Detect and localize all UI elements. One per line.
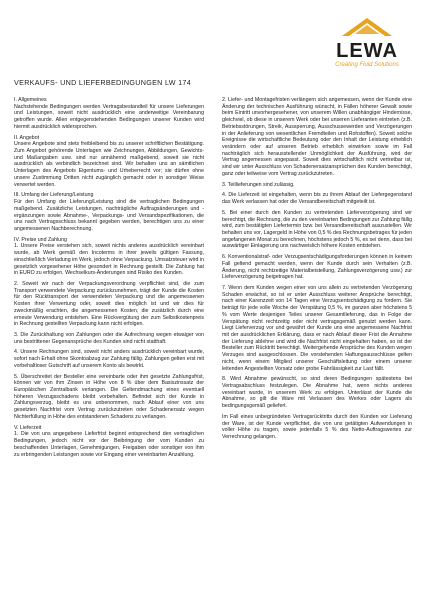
paragraph: 5. Bei einer durch den Kunden zu vertretenden Lieferverzögerung sind wir berechtigt, die Rechnung, die zu den vereinbarten Bedingungen zur Zahlung fällig wird, zum bestätigten Liefertermin bzw. bei Versandbereitschaft auszustellen. Wir behalten uns vor, Lagergeld in Höhe von 0,5 % des Rechnungsbetrages für jeden angefangenen Monat zu berechnen, höchstens jedoch 5 %, es sei denn, dass bei auswärtiger Einlagerung uns nachweislich höhere Kosten entstehen.	[222, 209, 412, 250]
section-heading: I. Allgemeines	[14, 97, 47, 103]
paragraph: 2. Liefer- und Montagefristen verlängern sich angemessen, wenn der Kunde eine Änderung der technischen Ausführung wünscht, in Fällen höherer Gewalt sowie beim Eintritt unvorhergesehener, von unserem Willen unabhängiger Hindernisse, gleichviel, ob diese in unserem Werk oder bei unseren Lieferanten eintreten (z.B. Betriebsstörungen, Streik, Aussperrung, Ausschussewerden und Verzögerungen in der Anlieferung von wesentlichen Fremdteilen und Rohstoffen). Soweit solche Ereignisse die wirtschaftliche Bedeutung oder den Inhalt der Leistung erheblich verändern oder auf unseren Betrieb erheblich einwirken sowie im Fall nachträglich sich herausstellender Unmöglichkeit der Ausführung, wird der Vertrag angemessen angepasst. Soweit dies wirtschaftlich nicht vertretbar ist, sind wir unter Ausschluss von Schadenersatzansprüchen des Kunden berechtigt, ganz oder teilweise vom Vertrag zurückzutreten.	[222, 97, 412, 177]
lewa-logo	[320, 16, 414, 72]
section-heading: IV. Preise und Zahlung	[14, 236, 67, 243]
paragraph: Nachstehende Bedingungen werden Vertragsbestandteil für unsere Lieferungen und Leistungen, soweit nicht ausdrücklich eine anderweitige Vereinbarung getroffen wurde. Allen entgegenstehenden Bedingungen unserer Kunden wird hiermit ausdrücklich widersprochen.	[14, 103, 204, 130]
logo-mark-icon	[320, 16, 414, 40]
paragraph: 3. Die Zurückhaltung von Zahlungen oder die Aufrechnung wegen etwaiger von uns bestrittener Gegenansprüche des Kunden sind nicht statthaft.	[14, 332, 204, 345]
paragraph: 6. Konventionalstraf- oder Verzugsentschädigungsforderungen können in keinem Fall geltend gemacht werden, wenn der Kunde durch sein Verhalten (z.B. Änderung, nicht rechtzeitige Materialbeistellung, Zahlungsverzögerung usw.) zur Lieferverzögerung beigetragen hat.	[222, 254, 412, 281]
paragraph: 1. Die von uns angegebene Lieferfrist beginnt entsprechend den vertraglichen Bedingungen, jedoch nicht vor der Beibringung der vom Kunden zu beschaffenden Unterlagen, Genehmigungen, Freigaben oder sonstiger von ihm zu erbringenden Leistungen sowie vor Eingang einer vereinbarten Anzahlung.	[14, 431, 204, 458]
left-column	[14, 97, 204, 597]
paragraph: Für den Umfang der Lieferung/Leistung sind die vertraglichen Bedingungen maßgebend. Zusätzliche Leistungen, nachträgliche Auftragsänderungen und -ergänzungen sowie Abnahme-, Verpackungs- und Versandspezifikationen, die uns nach Vertragsschluss bekannt gegeben werden, berechtigen uns zu einer angemessenen Nachberechnung.	[14, 199, 204, 232]
paragraph: 3. Teillieferungen sind zulässig.	[222, 181, 295, 188]
document-title: VERKAUFS- UND LIEFERBEDINGUNGEN LW 174	[14, 78, 192, 87]
paragraph: 4. Unsere Rechnungen sind, soweit nicht anders ausdrücklich vereinbart wurde, sofort nach Erhalt ohne Skontoabzug zur Zahlung fällig. Zahlungen gelten erst mit vorbehaltloser Gutschrift auf unserem Konto als bewirkt.	[14, 349, 204, 369]
paragraph: 1. Unsere Preise verstehen sich, soweit nichts anderes ausdrücklich vereinbart wurde, ab Werk gemäß den Incoterms in ihrer jeweils gültigen Fassung, einschließlich Verladung im Werk, jedoch ohne Verpackung. Umsatzsteuer wird in gesetzlich vorgesehener Höhe gesondert in Rechnung gestellt. Die Zahlung hat in EURO zu erfolgen. Wechselkurs-Änderungen sind Risiko des Kunden.	[14, 243, 204, 277]
paragraph: Im Fall eines unbegründeten Vertragsrücktritts durch den Kunden vor Lieferung der Ware, ist der Kunde verpflichtet, die von uns getätigten Aufwendungen in voller Höhe zu tragen, sowie jedenfalls 5 % des Netto-Auftragswertes zur Verrechnung gelangen.	[222, 413, 412, 441]
section-heading: II. Angebot	[14, 134, 40, 141]
paragraph: 5. Überschreitet der Besteller eine vereinbarte oder ihm gesetzte Zahlungsfrist, können wir von ihm Zinsen in Höhe von 8 % über dem Basiszinssatz der Europäischen Zentralbank verlangen. Die Geltendmachung eines eventuell höheren Verzugsschadens bleibt vorbehalten. Befindet sich der Kunde in Zahlungsverzug, bleibt es uns unbenommen, nach Ablauf einer von uns gesetzten Nachfrist vom Vertrag zurückzutreten oder Schadenersatz wegen Nichterfüllung in Höhe des entstandenen Schadens zu verlangen.	[14, 373, 204, 420]
logo-wordmark: LEWA	[336, 40, 398, 62]
section-heading: III. Umfang der Lieferung/Leistung	[14, 192, 94, 199]
paragraph: 7. Wenn dem Kunden wegen einer von uns allein zu vertretenden Verzögerung Schaden erwächst, so ist er unter Ausschluss weiterer Ansprüche berechtigt, nach einer Karenzzeit von 14 Tagen eine Verzugsentschädigung zu fordern. Sie beträgt für jede volle Woche der Verspätung 0,5 %, im ganzen aber höchstens 5 % vom Werte desjenigen Teiles unserer Gesamtlieferung, das in Folge der Verspätung nicht rechtzeitig oder nicht vertragsgemäß genutzt werden kann. Liegt Lieferverzug vor und gewährt der Kunde uns eine angemessene Nachfrist mit der ausdrücklichen Erklärung, dass er nach Ablauf dieser Frist die Annahme der Lieferung ablehne und wird die Nachfrist nicht eingehalten haben, so ist der Besteller zum Rücktritt berechtigt. Weitergehende Ansprüche des Kunden wegen Verzuges sind ausgeschlossen. Die vorstehenden Haftungsausschlüsse gelten nicht, wenn einem Mitglied unserer Geschäftsleitung oder einem unserer leitenden Angestellten Vorsatz oder grobe Fahrlässigkeit zur Last fällt.	[222, 284, 412, 372]
right-column	[222, 97, 412, 597]
paragraph: 2. Soweit wir nach der Verpackungsverordnung verpflichtet sind, die zum Transport verwendete Verpackung zurückzunehmen, trägt der Kunde die Kosten für den Rücktransport der verwendeten Verpackung und die angemessenen Kosten ihrer Verwertung oder, soweit dies möglich ist und wir dies für zweckmäßig erachten, die angemessenen Kosten, die zusätzlich durch eine erneute Verwendung entstehen. Eine Rückvergütung der zum Selbstkostenpreis in Rechnung gestellten Verpackung kann nicht erfolgen.	[14, 280, 204, 328]
paragraph: 8. Wird Abnahme gewünscht, so sind deren Bedingungen spätestens bei Vertragsabschluss festzulegen. Die Abnahme hat, wenn nichts anderes vereinbart wurde, in unserem Werk zu erfolgen. Unterlässt der Kunde die Abnahme, so gilt die Ware mit Verlassen des Werkes oder Lagers als bedingungsgemäß geliefert.	[222, 376, 412, 410]
logo-tagline: Creating Fluid Solutions	[335, 62, 399, 68]
paragraph: Unsere Angebote sind stets freibleibend bis zu unserer schriftlichen Bestätigung. Zum Angebot gehörende Unterlagen wie Zeichnungen, Abbildungen, Gewichts- und Maßangaben usw. sind nur annähernd maßgebend, soweit sie nicht ausdrücklich als verbindlich bezeichnet sind. Wir behalten uns an sämtlichen Unterlagen des Angebots Eigentums- und Urheberrecht vor; sie dürfen ohne unsere Zustimmung Dritten nicht zugänglich gemacht oder in sonstiger Weise verwertet werden.	[14, 141, 204, 188]
paragraph: 4. Die Lieferzeit ist eingehalten, wenn bis zu ihrem Ablauf der Liefergegenstand das Werk verlassen hat oder die Versandbereitschaft mitgeteilt ist.	[222, 192, 412, 206]
section-heading: V. Lieferzeit	[14, 424, 42, 431]
